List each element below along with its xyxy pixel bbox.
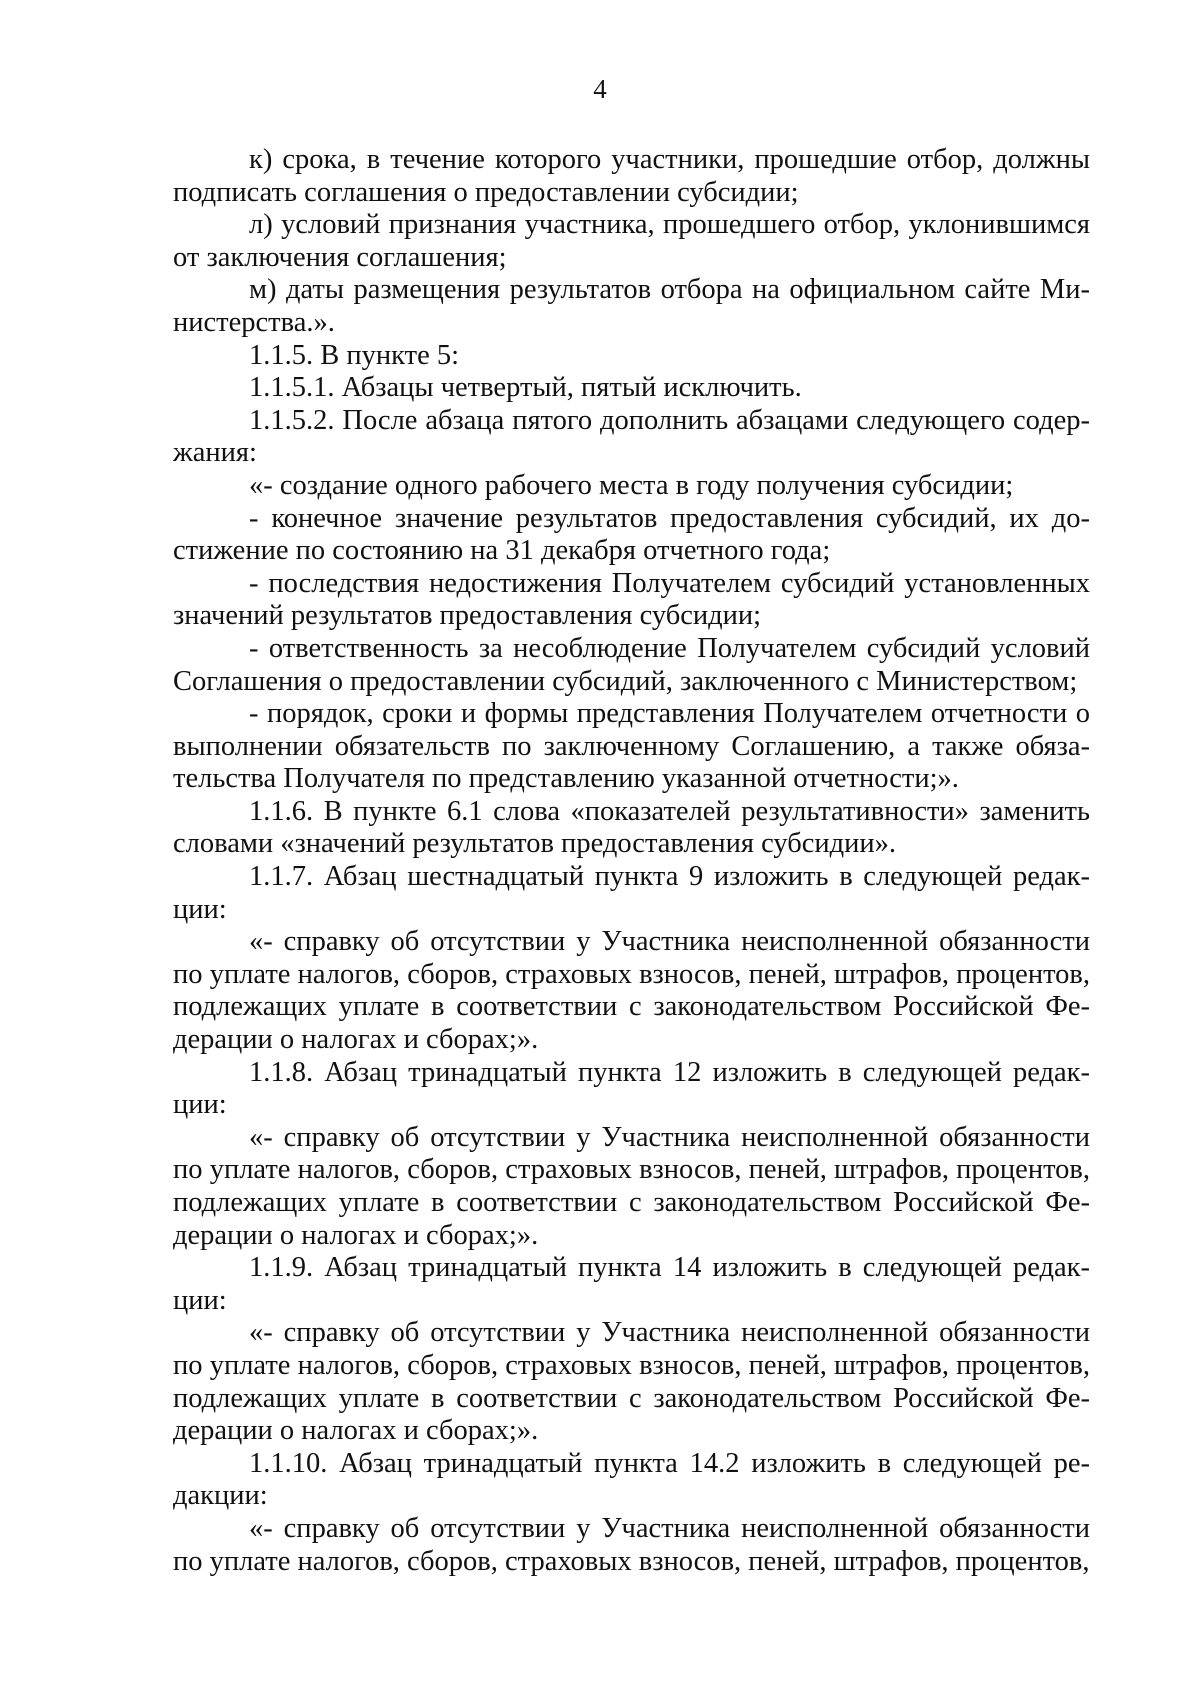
paragraph-1-1-5: 1.1.5. В пункте 5: — [249, 339, 460, 371]
paragraph-m-publication-date: м) даты размещения результатов отбора на официальном сайте Министерства.». — [173, 274, 1090, 338]
paragraph-1-1-9: 1.1.9. Абзац тринадцатый пункта 14 изложить в следующей редакции: — [173, 1252, 1090, 1316]
list-item-responsibility: - ответственность за несоблюдение Получателем субсидий условий Соглашения о предоставлении субсидий, заключенного с Министерством; — [173, 632, 1090, 697]
paragraph-1-1-7: 1.1.7. Абзац шестнадцатый пункта 9 изложить в следующей редакции: — [173, 861, 1090, 925]
document-body — [173, 144, 1090, 1578]
quote-tax-certificate-1: «- справку об отсутствии у Участника неисполненной обязанности по уплате налогов, сборов, страховых взносов, пеней, штрафов, процентов, подлежащих уплате в соответствии с законодательством Российской Федерации о налогах и сборах;». — [173, 926, 1090, 1056]
paragraph-l-conditions: л) условий признания участника, прошедшего отбор, уклонившимся от заключения соглашения; — [173, 209, 1090, 273]
quote-tax-certificate-2: «- справку об отсутствии у Участника неисполненной обязанности по уплате налогов, сборов, страховых взносов, пеней, штрафов, процентов, подлежащих уплате в соответствии с законодательством Российской Федерации о налогах и сборах;». — [173, 1121, 1090, 1251]
quote-tax-certificate-4: «- справку об отсутствии у Участника неисполненной обязанности по уплате налогов, сборов, страховых взносов, пеней, штрафов, процентов, — [173, 1512, 1090, 1577]
list-item-job-creation: «- создание одного рабочего места в году получения субсидии; — [249, 469, 1014, 501]
list-item-consequences: - последствия недостижения Получателем субсидий установленных значений результатов предоставления субсидии; — [173, 567, 1090, 632]
paragraph-1-1-10: 1.1.10. Абзац тринадцатый пункта 14.2 изложить в следующей редакции: — [173, 1447, 1090, 1512]
paragraph-1-1-8: 1.1.8. Абзац тринадцатый пункта 12 изложить в следующей редакции: — [173, 1056, 1090, 1121]
paragraph-1-1-5-1: 1.1.5.1. Абзацы четвертый, пятый исключить. — [249, 372, 802, 404]
page-number: 4 — [593, 74, 607, 104]
paragraph-1-1-6: 1.1.6. В пункте 6.1 слова «показателей результативности» заменить словами «значений результатов предоставления субсидии». — [173, 795, 1090, 860]
paragraph-k-deadline: к) срока, в течение которого участники, прошедшие отбор, должны подписать соглашения о предоставлении субсидии; — [173, 144, 1090, 208]
list-item-reporting: - порядок, сроки и формы представления Получателем отчетности о выполнении обязательств по заключенному Соглашению, а также обязательства Получателя по представлению указанной отчетности;». — [173, 698, 1090, 795]
quote-tax-certificate-3: «- справку об отсутствии у Участника неисполненной обязанности по уплате налогов, сборов, страховых взносов, пеней, штрафов, процентов, подлежащих уплате в соответствии с законодательством Российской Федерации о налогах и сборах;». — [173, 1317, 1090, 1447]
list-item-final-value: - конечное значение результатов предоставления субсидий, их достижение по состоянию на 31 декабря отчетного года; — [173, 502, 1090, 567]
paragraph-1-1-5-2: 1.1.5.2. После абзаца пятого дополнить абзацами следующего содержания: — [173, 404, 1090, 469]
